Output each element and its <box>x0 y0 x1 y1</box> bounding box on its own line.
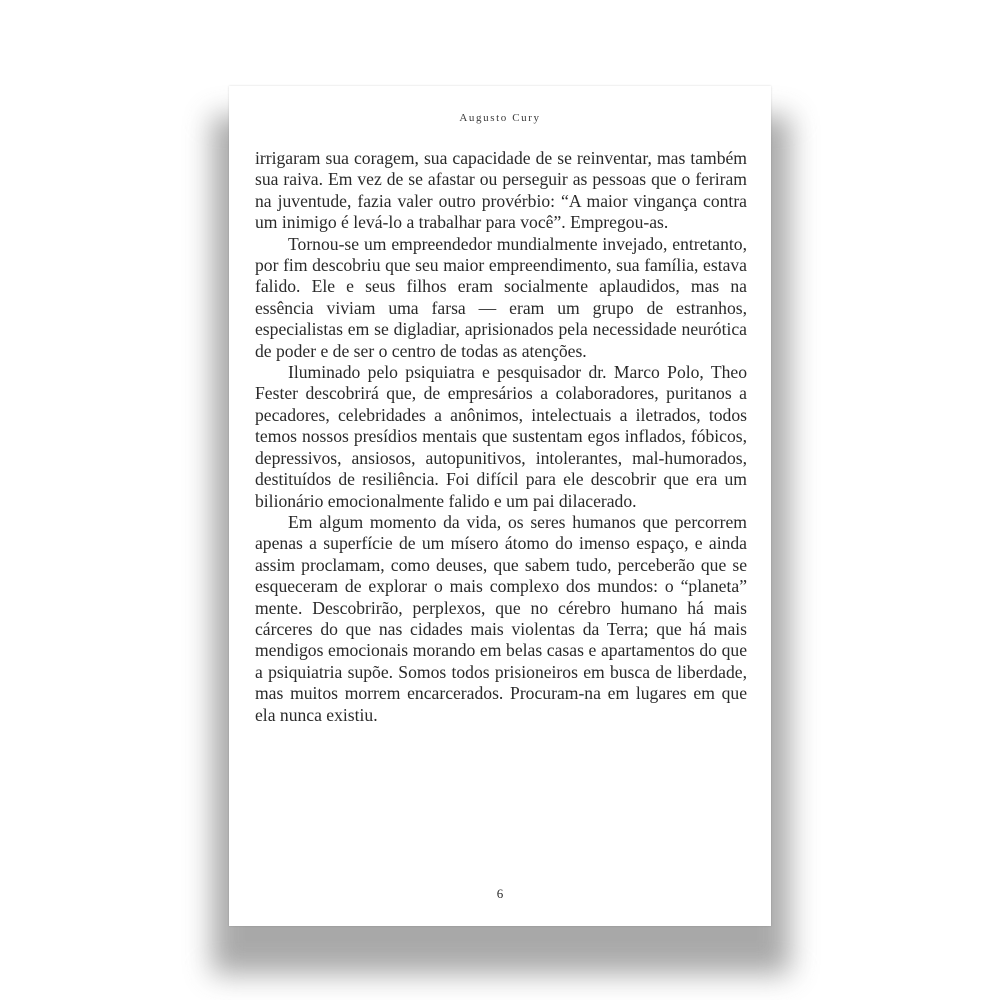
paragraph-3: Iluminado pelo psiquiatra e pesquisador dr. Marco Polo, Theo Fester descobrirá que, de empresários a colaboradores, puritanos a pecadores, celebridades a anônimos, intelectuais a iletrados, todos temos nossos presídios mentais que sustentam egos inflados, fóbicos, depressivos, ansiosos, autopunitivos, intolerantes, mal-humorados, destituídos de resiliência. Foi difícil para ele descobrir que era um bilionário emocionalmente falido e um pai dilacerado. <box>255 362 747 511</box>
paragraph-1: irrigaram sua coragem, sua capacidade de se reinventar, mas também sua raiva. Em vez de se afastar ou perseguir as pessoas que o feriram na juventude, fazia valer outro provérbio: “A maior vingança contra um inimigo é levá-lo a trabalhar para você”. Empregou-as. <box>255 148 747 233</box>
paragraph-4: Em algum momento da vida, os seres humanos que percorrem apenas a superfície de um mísero átomo do imenso espaço, e ainda assim proclamam, como deuses, que sabem tudo, perceberão que se esqueceram de explorar o mais complexo dos mundos: o “planeta” mente. Descobrirão, perplexos, que no cérebro humano há mais cárceres do que nas cidades mais violentas da Terra; que há mais mendigos emocionais morando em belas casas e apartamentos do que a psiquiatria supõe. Somos todos prisioneiros em busca de liberdade, mas muitos morrem encarcerados. Procuram-na em lugares em que ela nunca existiu. <box>255 511 747 725</box>
paragraph-2: Tornou-se um empreendedor mundialmente invejado, entretanto, por fim descobriu que seu maior empreendimento, sua família, estava falido. Ele e seus filhos eram socialmente aplaudidos, mas na essência viviam uma farsa — eram um grupo de estranhos, especialistas em se digladiar, aprisionados pela necessidade neurótica de poder e de ser o centro de todas as atenções. <box>255 233 747 361</box>
body-text <box>255 148 747 726</box>
running-head: Augusto Cury <box>459 112 541 124</box>
page-number: 6 <box>496 886 504 901</box>
book-page <box>229 86 771 926</box>
